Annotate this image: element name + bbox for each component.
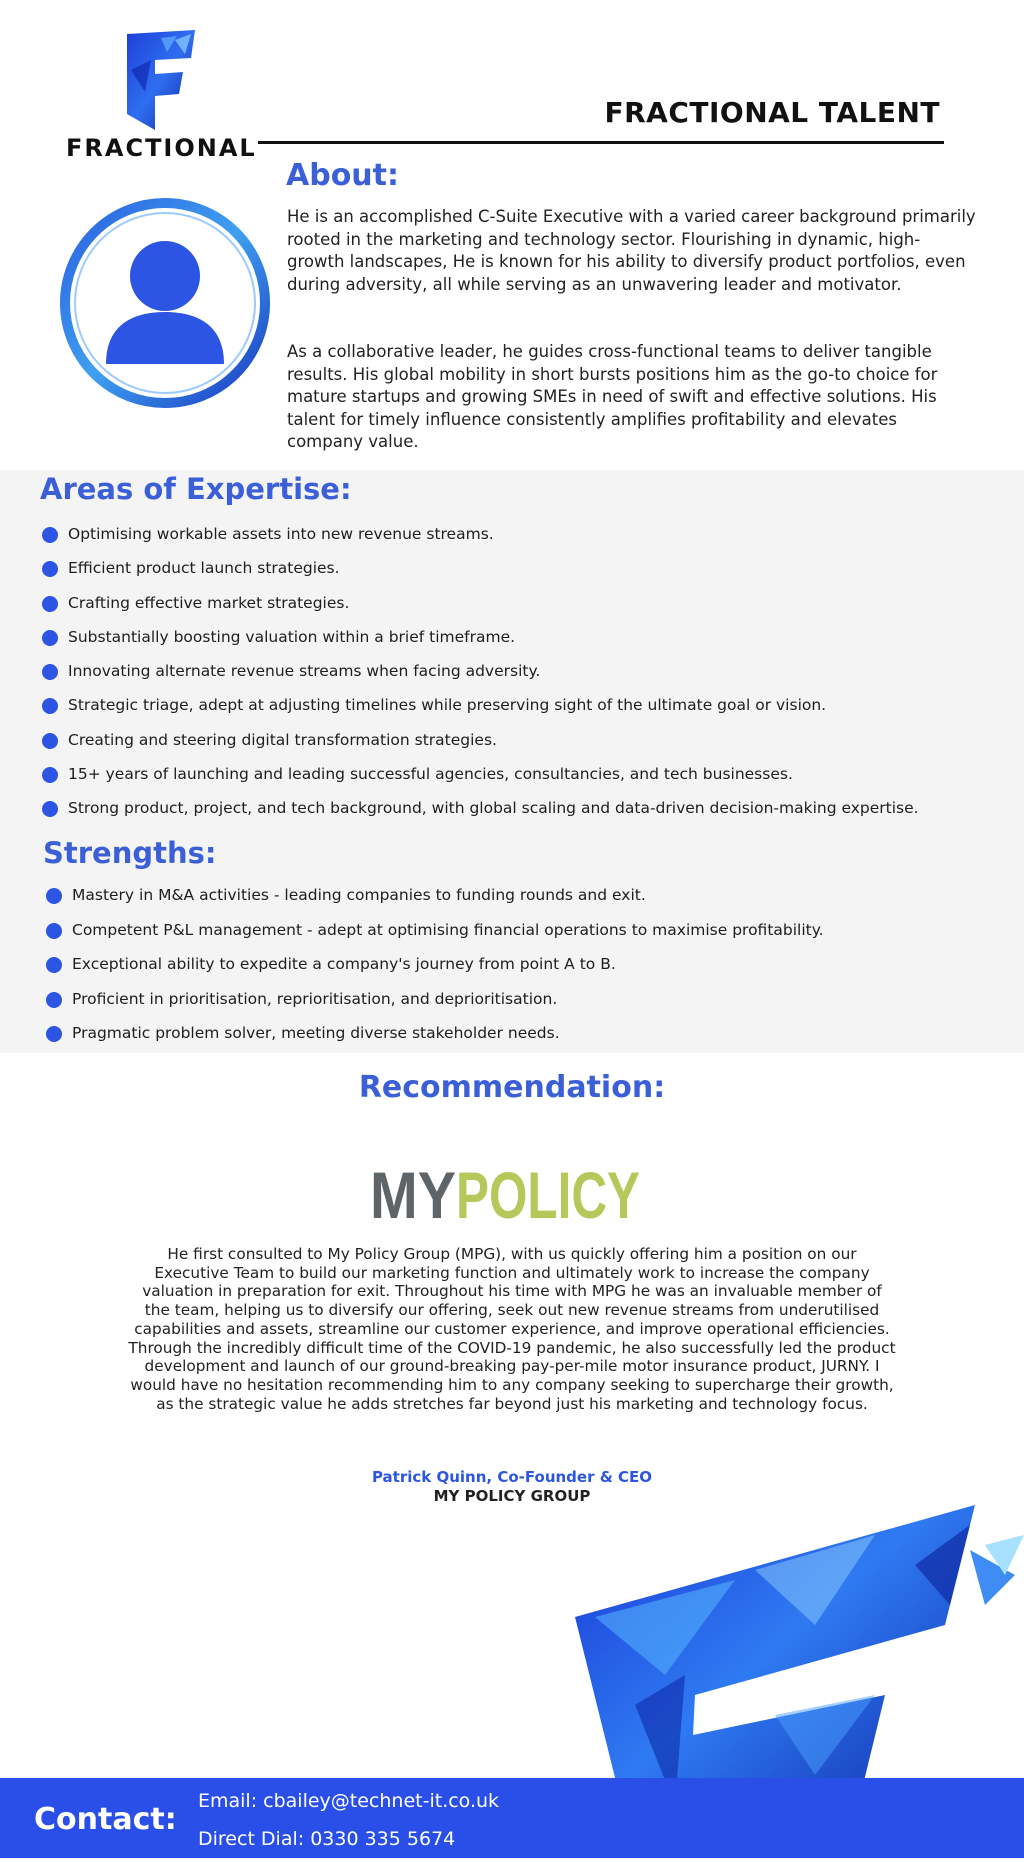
svg-text:POLICY: POLICY [456, 1158, 640, 1232]
list-item: Creating and steering digital transformation strategies. [42, 731, 919, 765]
person-avatar-icon [58, 196, 272, 410]
about-paragraph: As a collaborative leader, he guides cross-functional teams to deliver tangible results. His global mobility in short bursts positions him as the go-to choice for mature startups and growing SMEs in need of swift and effective solutions. His talent for timely influence consistently amplifies profitability and elevates company value. [287, 342, 938, 451]
mypolicy-logo-icon [370, 1158, 660, 1232]
recommendation-heading: Recommendation: [358, 1070, 666, 1105]
bullet-icon [42, 596, 58, 612]
contact-phone[interactable]: Direct Dial: 0330 335 5674 [198, 1828, 456, 1850]
bullet-icon [46, 923, 62, 939]
recommendation-text: He first consulted to My Policy Group (MPG), with us quickly offering him a position on our Executive Team to build our marketing function and ultimately work to increase the company valuation in preparation for exit. Throughout his time with MPG he was an invaluable member of the team, helping us to diversify our offering, seek out new revenue streams from underutilised capabilities and assets, streamline our customer experience, and improve operational efficiencies. Through the incredibly difficult time of the COVID-19 pandemic, he also successfully led the product development and launch of our ground-breaking pay-per-mile motor insurance product, JURNY. I would have no hesitation recommending him to any company seeking to supercharge their growth, as the strategic value he adds stretches far beyond just his marketing and technology focus. [128, 1245, 896, 1413]
list-item: Optimising workable assets into new revenue streams. [42, 525, 919, 559]
recommendation-company: MY POLICY GROUP [433, 1487, 591, 1505]
about-paragraph: He is an accomplished C-Suite Executive with a varied career background primarily rooted in the marketing and technology sector. Flourishing in dynamic, high-growth landscapes, He is known for his ability to diversify product portfolios, even during adversity, all while serving as an unwavering leader and motivator. [287, 207, 976, 294]
list-item: Mastery in M&A activities - leading companies to funding rounds and exit. [46, 886, 824, 921]
bullet-icon [42, 698, 58, 714]
contact-label: Contact: [34, 1802, 177, 1837]
contact-email[interactable]: Email: cbailey@technet-it.co.uk [198, 1790, 500, 1812]
list-item: Strong product, project, and tech background, with global scaling and data-driven decision-making expertise. [42, 799, 919, 833]
list-item: Strategic triage, adept at adjusting timelines while preserving sight of the ultimate goal or vision. [42, 696, 919, 730]
bullet-icon [42, 767, 58, 783]
logo-wordmark: FRACTIONAL [66, 134, 257, 162]
mypolicy-logo [370, 1158, 660, 1232]
list-item: Substantially boosting valuation within a brief timeframe. [42, 628, 919, 662]
list-item: Efficient product launch strategies. [42, 559, 919, 593]
about-heading: About: [286, 158, 399, 193]
bullet-icon [42, 733, 58, 749]
fractional-f-logo-icon [127, 30, 195, 130]
expertise-heading: Areas of Expertise: [40, 472, 352, 506]
svg-text:MY: MY [370, 1158, 456, 1232]
recommendation-author: Patrick Quinn, Co-Founder & CEO [371, 1468, 653, 1486]
strengths-heading: Strengths: [43, 836, 217, 870]
list-item: 15+ years of launching and leading successful agencies, consultancies, and tech businesses. [42, 765, 919, 799]
bullet-icon [46, 957, 62, 973]
list-item: Crafting effective market strategies. [42, 594, 919, 628]
bullet-icon [46, 992, 62, 1008]
bullet-icon [42, 664, 58, 680]
page-title: FRACTIONAL TALENT [604, 96, 940, 129]
bullet-icon [46, 888, 62, 904]
bullet-icon [46, 1026, 62, 1042]
avatar [58, 196, 272, 410]
fractional-logo [60, 30, 260, 160]
bullet-icon [42, 561, 58, 577]
expertise-list [42, 525, 919, 834]
list-item: Innovating alternate revenue streams when facing adversity. [42, 662, 919, 696]
bullet-icon [42, 801, 58, 817]
strengths-list [46, 886, 824, 1059]
header-divider [258, 141, 944, 144]
bullet-icon [42, 527, 58, 543]
bullet-icon [42, 630, 58, 646]
list-item: Pragmatic problem solver, meeting diverse stakeholder needs. [46, 1024, 824, 1059]
list-item: Competent P&L management - adept at optimising financial operations to maximise profitability. [46, 921, 824, 956]
list-item: Exceptional ability to expedite a company's journey from point A to B. [46, 955, 824, 990]
list-item: Proficient in prioritisation, reprioritisation, and deprioritisation. [46, 990, 824, 1025]
